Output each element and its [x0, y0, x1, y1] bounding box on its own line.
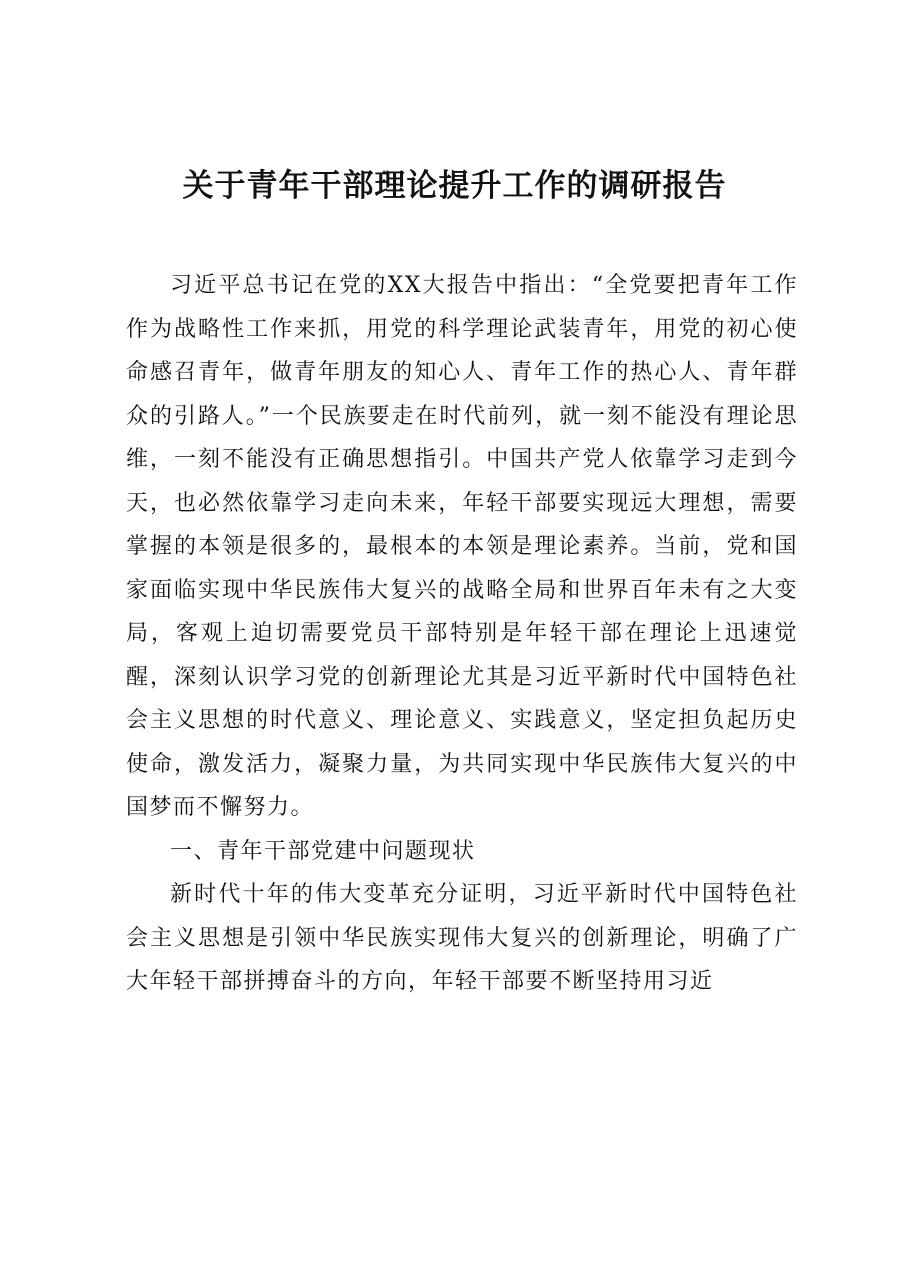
section-paragraph: 新时代十年的伟大变革充分证明，习近平新时代中国特色社会主义思想是引领中华民族实现伟大复兴的创新理论，明确了广大年轻干部拼搏奋斗的方向，年轻干部要不断坚持用习近: [126, 882, 798, 994]
document-body: [126, 264, 798, 1004]
intro-paragraph: 习近平总书记在党的XX大报告中指出：“全党要把青年工作作为战略性工作来抓，用党的科学理论武装青年，用党的初心使命感召青年，做青年朋友的知心人、青年工作的热心人、青年群众的引路人。”一个民族要走在时代前列，就一刻不能没有理论思维，一刻不能没有正确思想指引。中国共产党人依靠学习走到今天，也必然依靠学习走向未来，年轻干部要实现远大理想，需要掌握的本领是很多的，最根本的本领是理论素养。当前，党和国家面临实现中华民族伟大复兴的战略全局和世界百年未有之大变局，客观上迫切需要党员干部特别是年轻干部在理论上迅速觉醒，深刻认识学习党的创新理论尤其是习近平新时代中国特色社会主义思想的时代意义、理论意义、实践意义，坚定担负起历史使命，激发活力，凝聚力量，为共同实现中华民族伟大复兴的中国梦而不懈努力。: [126, 273, 798, 820]
document-title: 关于青年干部理论提升工作的调研报告: [182, 168, 727, 204]
section-heading: 一、青年干部党建中问题现状: [170, 838, 476, 864]
